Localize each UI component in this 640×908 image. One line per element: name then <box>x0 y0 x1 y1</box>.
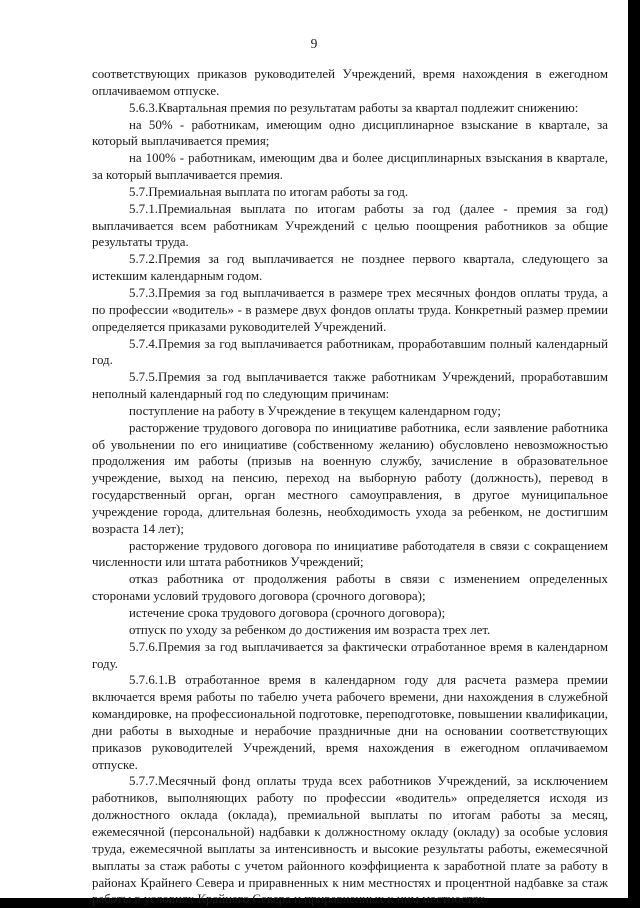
paragraph: на 100% - работникам, имеющим два и более дисциплинарных взыскания в квартале, за который выплачивается премия. <box>92 151 608 183</box>
paragraph: истечение срока трудового договора (срочного договора); <box>129 606 446 620</box>
paragraph: отпуск по уходу за ребенком до достижения им возраста трех лет. <box>129 622 491 637</box>
paragraph: 5.7.4.Премия за год выплачивается работникам, проработавшим полный календарный год. <box>92 336 608 368</box>
paragraph: 5.7.5.Премия за год выплачивается также работникам Учреждений, проработавшим неполный календарный год по следующим причинам: <box>92 370 608 402</box>
paragraph: 5.7.3.Премия за год выплачивается в размере трех месячных фондов оплаты труда, а по профессии «водитель» - в размере двух фондов оплаты труда. Конкретный размер премии определяется приказами руководителей Учреждений. <box>92 285 608 334</box>
paragraph: 5.7.1.Премиальная выплата по итогам работы за год (далее - премия за год) выплачивается всем работникам Учреждений с целью поощрения работников за общие результаты труда. <box>92 201 608 250</box>
paragraph: отказ работника от продолжения работы в связи с изменением определенных сторонами условий трудового договора (срочного договора); <box>92 572 608 604</box>
paragraph: расторжение трудового договора по инициативе работника, если заявление работника об увольнении по его инициативе (собственному желанию) обусловлено невозможностью продолжения им работы (призыв на военную службу, зачисление в образовательное учреждение, выход на пенсию, переход на выборную работу (должность), перевод в государственный орган, орган местного самоуправления, в другое муниципальное учреждение города, длительная болезнь, необходимость ухода за ребенком, не достигшим возраста 14 лет); <box>92 420 608 536</box>
paragraph: 5.7.2.Премия за год выплачивается не позднее первого квартала, следующего за истекшим календарным годом. <box>92 252 608 284</box>
faint-stamp-mark <box>430 792 550 862</box>
paragraph: 5.7.Премиальная выплата по итогам работы за год. <box>129 184 409 199</box>
paragraph: 5.6.3.Квартальная премия по результатам работы за квартал подлежит снижению: <box>129 100 579 115</box>
paragraph: 5.7.7.Месячный фонд оплаты труда всех работников Учреждений, за исключением работников, выполняющих работу по профессии «водитель» определяется исходя из должностного оклада (оклада), премиальной выплаты по итогам работы за месяц, ежемесячной (персональной) надбавки к должностному окладу (окладу) за особые условия труда, ежемесячной выплаты за интенсивность и высокие результаты работы, ежемесячной выплаты за стаж работы с учетом районного коэффициента к заработной плате за работу в районах Крайнего Севера и приравненных к ним местностях и процентной надбавке за стаж работы в условиях Крайнего Севера и приравненных к ним местностях. <box>92 774 608 907</box>
paragraph: 5.7.6.1.В отработанное время в календарном году для расчета размера премии включается время работы по табелю учета рабочего времени, дни нахождения в служебной командировке, на профессиональной подготовке, переподготовке, повышении квалификации, дни работы в выходные и нерабочие праздничные дни на основании соответствующих приказов руководителей Учреждений, время нахождения в ежегодном оплачиваемом отпуске. <box>92 673 608 772</box>
paragraph: поступление на работу в Учреждение в текущем календарном году; <box>129 403 501 418</box>
document-body <box>92 66 608 908</box>
paragraph: на 50% - работникам, имеющим одно дисциплинарное взыскание в квартале, за который выплачивается премия; <box>92 117 608 149</box>
page-number: 9 <box>310 36 318 51</box>
paragraph: расторжение трудового договора по инициативе работодателя в связи с сокращением численности или штата работников Учреждений; <box>92 538 608 570</box>
paragraph: соответствующих приказов руководителей Учреждений, время нахождения в ежегодном оплачиваемом отпуске. <box>92 67 608 98</box>
paragraph: 5.7.6.Премия за год выплачивается за фактически отработанное время в календарном году. <box>92 639 608 671</box>
